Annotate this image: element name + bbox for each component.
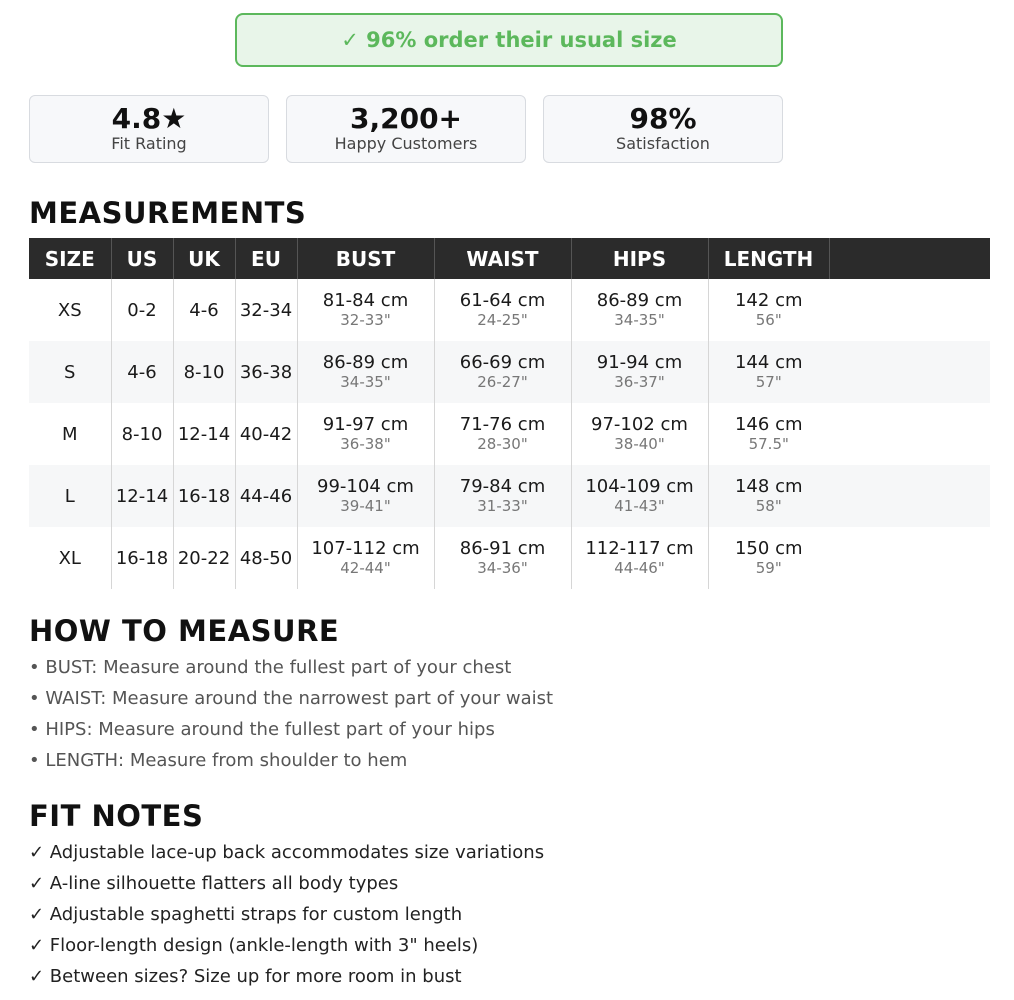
stat-card-fit-rating xyxy=(29,95,269,163)
cell-hips xyxy=(571,527,708,589)
cell-length xyxy=(708,403,829,465)
cell-eu: 36-38 xyxy=(235,341,297,403)
hips-cm: 112-117 cm xyxy=(585,538,694,559)
header-waist: WAIST xyxy=(434,238,571,279)
hips-in: 36-37" xyxy=(614,373,665,391)
hips-cm: 97-102 cm xyxy=(591,414,688,435)
hips-cm: 91-94 cm xyxy=(596,352,683,373)
length-in: 57.5" xyxy=(748,435,789,453)
cell-filler xyxy=(829,279,990,341)
waist-in: 24-25" xyxy=(477,311,528,329)
list-item: ✓ Adjustable lace-up back accommodates size variations xyxy=(29,842,545,863)
cell-filler xyxy=(829,465,990,527)
list-item: ✓ Floor-length design (ankle-length with 3" heels) xyxy=(29,935,479,956)
cell-bust xyxy=(297,279,434,341)
hips-in: 34-35" xyxy=(614,311,665,329)
length-cm: 148 cm xyxy=(734,476,803,497)
cell-length xyxy=(708,527,829,589)
cell-length xyxy=(708,341,829,403)
header-bust: BUST xyxy=(297,238,434,279)
table-header-row xyxy=(29,238,990,279)
cell-uk: 8-10 xyxy=(173,341,235,403)
length-cm: 146 cm xyxy=(734,414,803,435)
table-row xyxy=(29,403,990,465)
table-row xyxy=(29,279,990,341)
bust-in: 34-35" xyxy=(340,373,391,391)
waist-cm: 61-64 cm xyxy=(459,290,546,311)
length-in: 56" xyxy=(755,311,782,329)
cell-length xyxy=(708,279,829,341)
length-in: 59" xyxy=(755,559,782,577)
cell-bust xyxy=(297,527,434,589)
stat-label: Satisfaction xyxy=(616,134,710,153)
stat-label: Fit Rating xyxy=(111,134,187,153)
cell-eu: 48-50 xyxy=(235,527,297,589)
bust-cm: 107-112 cm xyxy=(311,538,420,559)
cell-hips xyxy=(571,341,708,403)
waist-in: 34-36" xyxy=(477,559,528,577)
size-chart-table xyxy=(29,238,990,589)
stat-value: 4.8★ xyxy=(111,102,187,135)
list-item: • WAIST: Measure around the narrowest part of your waist xyxy=(29,688,554,709)
waist-cm: 86-91 cm xyxy=(459,538,546,559)
length-in: 58" xyxy=(755,497,782,515)
hips-in: 38-40" xyxy=(614,435,665,453)
cell-hips xyxy=(571,403,708,465)
header-us: US xyxy=(111,238,173,279)
waist-in: 31-33" xyxy=(477,497,528,515)
cell-length xyxy=(708,465,829,527)
cell-uk: 20-22 xyxy=(173,527,235,589)
length-cm: 150 cm xyxy=(734,538,803,559)
cell-us: 8-10 xyxy=(111,403,173,465)
stat-card-satisfaction xyxy=(543,95,783,163)
cell-waist xyxy=(434,341,571,403)
usual-size-banner: ✓ 96% order their usual size xyxy=(235,13,783,67)
table-row xyxy=(29,527,990,589)
cell-size: XL xyxy=(29,527,111,589)
cell-uk: 12-14 xyxy=(173,403,235,465)
cell-uk: 16-18 xyxy=(173,465,235,527)
cell-filler xyxy=(829,341,990,403)
cell-eu: 40-42 xyxy=(235,403,297,465)
bust-cm: 86-89 cm xyxy=(322,352,409,373)
bust-in: 32-33" xyxy=(340,311,391,329)
bust-cm: 81-84 cm xyxy=(322,290,409,311)
list-item: • HIPS: Measure around the fullest part of your hips xyxy=(29,719,495,740)
cell-bust xyxy=(297,465,434,527)
cell-us: 16-18 xyxy=(111,527,173,589)
header-filler xyxy=(829,238,990,279)
cell-waist xyxy=(434,527,571,589)
cell-us: 4-6 xyxy=(111,341,173,403)
cell-filler xyxy=(829,403,990,465)
hips-in: 41-43" xyxy=(614,497,665,515)
cell-bust xyxy=(297,341,434,403)
cell-waist xyxy=(434,465,571,527)
cell-uk: 4-6 xyxy=(173,279,235,341)
list-item: ✓ A-line silhouette flatters all body types xyxy=(29,873,399,894)
cell-size: L xyxy=(29,465,111,527)
bust-in: 42-44" xyxy=(340,559,391,577)
measurements-heading: MEASUREMENTS xyxy=(29,196,307,230)
list-item: ✓ Between sizes? Size up for more room in bust xyxy=(29,966,462,987)
cell-waist xyxy=(434,279,571,341)
header-size: SIZE xyxy=(29,238,111,279)
hips-cm: 104-109 cm xyxy=(585,476,694,497)
list-item: • BUST: Measure around the fullest part of your chest xyxy=(29,657,512,678)
bust-cm: 99-104 cm xyxy=(317,476,414,497)
cell-eu: 44-46 xyxy=(235,465,297,527)
bust-in: 36-38" xyxy=(340,435,391,453)
waist-cm: 66-69 cm xyxy=(459,352,546,373)
waist-in: 28-30" xyxy=(477,435,528,453)
cell-us: 12-14 xyxy=(111,465,173,527)
stat-label: Happy Customers xyxy=(334,134,478,153)
list-item: • LENGTH: Measure from shoulder to hem xyxy=(29,750,408,771)
length-cm: 144 cm xyxy=(734,352,803,373)
length-cm: 142 cm xyxy=(734,290,803,311)
length-in: 57" xyxy=(755,373,782,391)
list-item: ✓ Adjustable spaghetti straps for custom length xyxy=(29,904,463,925)
stat-value: 3,200+ xyxy=(349,102,463,135)
how-to-measure-heading: HOW TO MEASURE xyxy=(29,614,340,648)
cell-size: XS xyxy=(29,279,111,341)
how-to-measure-list xyxy=(29,653,553,777)
waist-cm: 71-76 cm xyxy=(459,414,546,435)
cell-us: 0-2 xyxy=(111,279,173,341)
fit-notes-heading: FIT NOTES xyxy=(29,799,204,833)
cell-eu: 32-34 xyxy=(235,279,297,341)
cell-hips xyxy=(571,465,708,527)
header-uk: UK xyxy=(173,238,235,279)
cell-waist xyxy=(434,403,571,465)
bust-in: 39-41" xyxy=(340,497,391,515)
table-row xyxy=(29,341,990,403)
table-row xyxy=(29,465,990,527)
stat-value: 98% xyxy=(629,102,697,135)
cell-size: M xyxy=(29,403,111,465)
stat-card-happy-customers xyxy=(286,95,526,163)
waist-in: 26-27" xyxy=(477,373,528,391)
hips-in: 44-46" xyxy=(614,559,665,577)
waist-cm: 79-84 cm xyxy=(459,476,546,497)
header-eu: EU xyxy=(235,238,297,279)
header-hips: HIPS xyxy=(571,238,708,279)
header-length: LENGTH xyxy=(708,238,829,279)
cell-bust xyxy=(297,403,434,465)
fit-notes-list xyxy=(29,838,544,993)
hips-cm: 86-89 cm xyxy=(596,290,683,311)
cell-filler xyxy=(829,527,990,589)
cell-size: S xyxy=(29,341,111,403)
bust-cm: 91-97 cm xyxy=(322,414,409,435)
cell-hips xyxy=(571,279,708,341)
